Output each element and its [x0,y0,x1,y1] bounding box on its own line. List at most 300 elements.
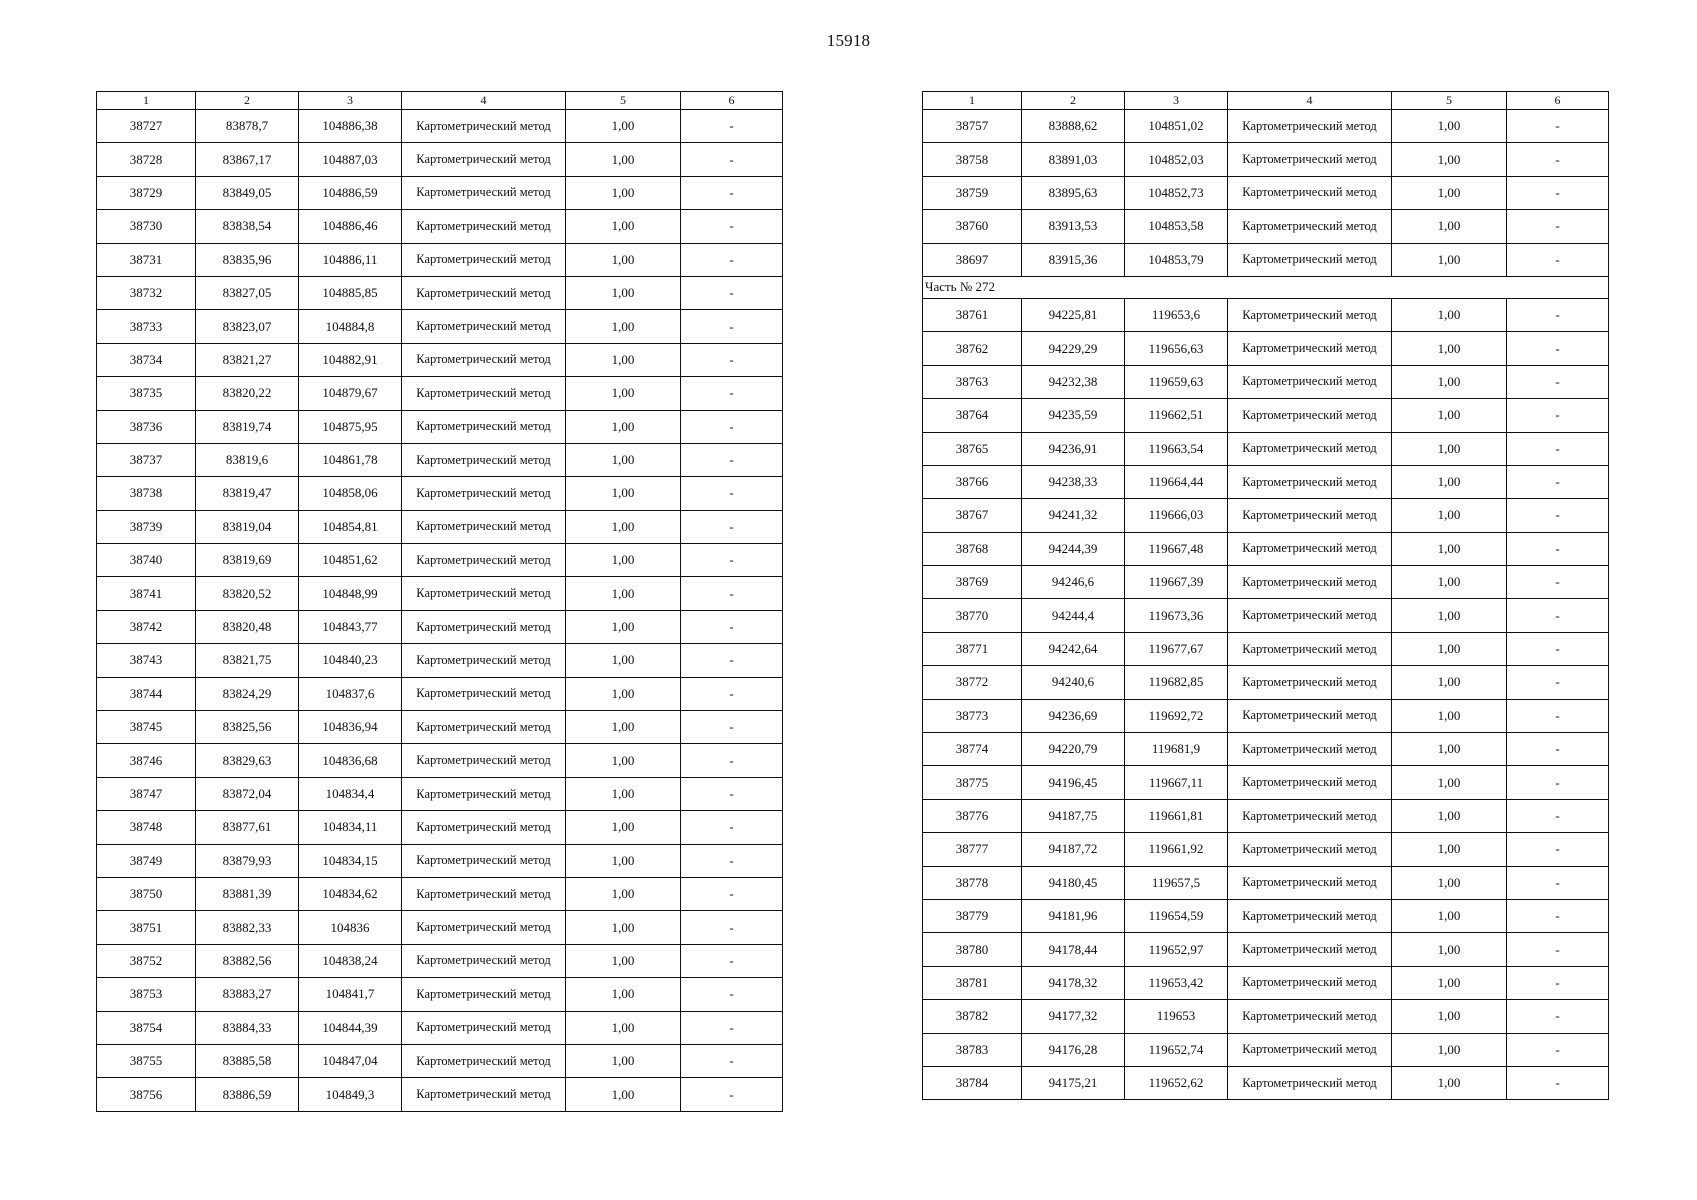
table-row [923,799,1609,832]
accuracy-cell: 1,00 [566,243,681,276]
point-number-cell: 38781 [923,966,1022,999]
table-row [97,911,783,944]
y-coordinate-cell: 104852,03 [1125,143,1228,176]
point-number-cell: 38738 [97,477,196,510]
y-coordinate-cell: 119652,62 [1125,1066,1228,1099]
method-cell: Картометрический метод [1228,110,1392,143]
accuracy-cell: 1,00 [566,377,681,410]
accuracy-cell: 1,00 [1392,566,1507,599]
accuracy-cell: 1,00 [1392,243,1507,276]
point-number-cell: 38751 [97,911,196,944]
y-coordinate-cell: 104837,6 [299,677,402,710]
x-coordinate-cell: 94225,81 [1022,298,1125,331]
point-number-cell: 38729 [97,176,196,209]
description-cell: - [1507,833,1609,866]
y-coordinate-cell: 104851,62 [299,544,402,577]
description-cell: - [681,610,783,643]
table-row [97,510,783,543]
y-coordinate-cell: 119657,5 [1125,866,1228,899]
table-row [97,777,783,810]
table-row [923,332,1609,365]
table-row [97,610,783,643]
accuracy-cell: 1,00 [1392,866,1507,899]
method-cell: Картометрический метод [402,844,566,877]
point-number-cell: 38773 [923,699,1022,732]
method-cell: Картометрический метод [402,544,566,577]
accuracy-cell: 1,00 [1392,532,1507,565]
accuracy-cell: 1,00 [566,477,681,510]
table-row [923,143,1609,176]
description-cell: - [1507,632,1609,665]
point-number-cell: 38697 [923,243,1022,276]
accuracy-cell: 1,00 [1392,933,1507,966]
y-coordinate-cell: 119652,74 [1125,1033,1228,1066]
method-cell: Картометрический метод [402,744,566,777]
description-cell: - [1507,465,1609,498]
description-cell: - [681,443,783,476]
y-coordinate-cell: 104854,81 [299,510,402,543]
table-row [923,866,1609,899]
method-cell: Картометрический метод [402,176,566,209]
table-row [97,343,783,376]
y-coordinate-cell: 119667,11 [1125,766,1228,799]
accuracy-cell: 1,00 [1392,143,1507,176]
table-row [97,877,783,910]
description-cell: - [1507,566,1609,599]
y-coordinate-cell: 104836 [299,911,402,944]
table-row [97,243,783,276]
table-row [923,499,1609,532]
x-coordinate-cell: 83819,04 [196,510,299,543]
accuracy-cell: 1,00 [1392,833,1507,866]
x-coordinate-cell: 94236,91 [1022,432,1125,465]
table-row [923,532,1609,565]
accuracy-cell: 1,00 [566,577,681,610]
method-cell: Картометрический метод [402,143,566,176]
point-number-cell: 38774 [923,733,1022,766]
column-header-4: 4 [402,92,566,110]
point-number-cell: 38762 [923,332,1022,365]
point-number-cell: 38775 [923,766,1022,799]
method-cell: Картометрический метод [402,443,566,476]
y-coordinate-cell: 104848,99 [299,577,402,610]
point-number-cell: 38780 [923,933,1022,966]
point-number-cell: 38748 [97,811,196,844]
x-coordinate-cell: 83820,52 [196,577,299,610]
accuracy-cell: 1,00 [566,677,681,710]
x-coordinate-cell: 83888,62 [1022,110,1125,143]
point-number-cell: 38760 [923,210,1022,243]
accuracy-cell: 1,00 [1392,399,1507,432]
description-cell: - [681,677,783,710]
description-cell: - [681,944,783,977]
accuracy-cell: 1,00 [566,644,681,677]
y-coordinate-cell: 104852,73 [1125,176,1228,209]
accuracy-cell: 1,00 [1392,599,1507,632]
description-cell: - [681,644,783,677]
x-coordinate-cell: 83881,39 [196,877,299,910]
y-coordinate-cell: 104861,78 [299,443,402,476]
method-cell: Картометрический метод [402,276,566,309]
x-coordinate-cell: 94229,29 [1022,332,1125,365]
description-cell: - [1507,766,1609,799]
method-cell: Картометрический метод [402,377,566,410]
table-row [97,310,783,343]
x-coordinate-cell: 83819,47 [196,477,299,510]
table-row [923,1033,1609,1066]
x-coordinate-cell: 83872,04 [196,777,299,810]
accuracy-cell: 1,00 [566,210,681,243]
table-row [923,298,1609,331]
description-cell: - [681,811,783,844]
method-cell: Картометрический метод [1228,332,1392,365]
description-cell: - [681,911,783,944]
accuracy-cell: 1,00 [566,410,681,443]
description-cell: - [1507,332,1609,365]
point-number-cell: 38739 [97,510,196,543]
table-row [923,399,1609,432]
table-row [923,933,1609,966]
column-header-6: 6 [1507,92,1609,110]
description-cell: - [1507,1000,1609,1033]
column-header-1: 1 [97,92,196,110]
table-row [97,577,783,610]
point-number-cell: 38753 [97,978,196,1011]
accuracy-cell: 1,00 [566,777,681,810]
accuracy-cell: 1,00 [566,1011,681,1044]
accuracy-cell: 1,00 [566,844,681,877]
method-cell: Картометрический метод [1228,666,1392,699]
point-number-cell: 38755 [97,1044,196,1077]
accuracy-cell: 1,00 [566,176,681,209]
y-coordinate-cell: 119652,97 [1125,933,1228,966]
description-cell: - [681,510,783,543]
description-cell: - [1507,1033,1609,1066]
y-coordinate-cell: 119654,59 [1125,899,1228,932]
method-cell: Картометрический метод [402,510,566,543]
method-cell: Картометрический метод [402,410,566,443]
table-row [923,899,1609,932]
coordinates-table-left [96,91,783,1112]
x-coordinate-cell: 83867,17 [196,143,299,176]
y-coordinate-cell: 104887,03 [299,143,402,176]
section-heading-row [923,276,1609,298]
method-cell: Картометрический метод [402,644,566,677]
y-coordinate-cell: 104885,85 [299,276,402,309]
description-cell: - [681,477,783,510]
accuracy-cell: 1,00 [566,544,681,577]
y-coordinate-cell: 119692,72 [1125,699,1228,732]
x-coordinate-cell: 94176,28 [1022,1033,1125,1066]
x-coordinate-cell: 83819,69 [196,544,299,577]
point-number-cell: 38779 [923,899,1022,932]
method-cell: Картометрический метод [1228,499,1392,532]
y-coordinate-cell: 104858,06 [299,477,402,510]
table-header-row [97,92,783,110]
point-number-cell: 38747 [97,777,196,810]
method-cell: Картометрический метод [402,811,566,844]
point-number-cell: 38765 [923,432,1022,465]
y-coordinate-cell: 119661,92 [1125,833,1228,866]
y-coordinate-cell: 104851,02 [1125,110,1228,143]
table-row [97,1044,783,1077]
x-coordinate-cell: 83820,48 [196,610,299,643]
table-row [923,1066,1609,1099]
table-row [923,365,1609,398]
table-row [97,544,783,577]
accuracy-cell: 1,00 [566,443,681,476]
point-number-cell: 38732 [97,276,196,309]
accuracy-cell: 1,00 [566,944,681,977]
description-cell: - [1507,699,1609,732]
description-cell: - [1507,365,1609,398]
table-row [97,744,783,777]
accuracy-cell: 1,00 [566,1044,681,1077]
accuracy-cell: 1,00 [1392,110,1507,143]
description-cell: - [681,544,783,577]
section-heading: Часть № 272 [923,276,1609,298]
accuracy-cell: 1,00 [1392,632,1507,665]
y-coordinate-cell: 119681,9 [1125,733,1228,766]
point-number-cell: 38736 [97,410,196,443]
description-cell: - [1507,966,1609,999]
accuracy-cell: 1,00 [1392,176,1507,209]
y-coordinate-cell: 104886,59 [299,176,402,209]
table-row [97,844,783,877]
y-coordinate-cell: 104836,94 [299,711,402,744]
accuracy-cell: 1,00 [1392,699,1507,732]
x-coordinate-cell: 83884,33 [196,1011,299,1044]
x-coordinate-cell: 94178,44 [1022,933,1125,966]
accuracy-cell: 1,00 [1392,666,1507,699]
accuracy-cell: 1,00 [1392,332,1507,365]
x-coordinate-cell: 94181,96 [1022,899,1125,932]
description-cell: - [681,777,783,810]
table-row [97,944,783,977]
x-coordinate-cell: 83891,03 [1022,143,1125,176]
point-number-cell: 38778 [923,866,1022,899]
description-cell: - [1507,599,1609,632]
x-coordinate-cell: 83883,27 [196,978,299,1011]
accuracy-cell: 1,00 [1392,966,1507,999]
accuracy-cell: 1,00 [1392,465,1507,498]
point-number-cell: 38752 [97,944,196,977]
table-row [97,110,783,143]
y-coordinate-cell: 104834,11 [299,811,402,844]
table-row [923,176,1609,209]
y-coordinate-cell: 119673,36 [1125,599,1228,632]
y-coordinate-cell: 104841,7 [299,978,402,1011]
method-cell: Картометрический метод [1228,733,1392,766]
description-cell: - [681,1011,783,1044]
point-number-cell: 38761 [923,298,1022,331]
method-cell: Картометрический метод [402,677,566,710]
point-number-cell: 38741 [97,577,196,610]
description-cell: - [1507,1066,1609,1099]
x-coordinate-cell: 94175,21 [1022,1066,1125,1099]
point-number-cell: 38769 [923,566,1022,599]
method-cell: Картометрический метод [1228,632,1392,665]
method-cell: Картометрический метод [1228,799,1392,832]
method-cell: Картометрический метод [1228,399,1392,432]
method-cell: Картометрический метод [402,877,566,910]
point-number-cell: 38754 [97,1011,196,1044]
description-cell: - [681,1078,783,1111]
method-cell: Картометрический метод [402,711,566,744]
point-number-cell: 38777 [923,833,1022,866]
method-cell: Картометрический метод [402,777,566,810]
accuracy-cell: 1,00 [566,978,681,1011]
accuracy-cell: 1,00 [566,610,681,643]
x-coordinate-cell: 94196,45 [1022,766,1125,799]
x-coordinate-cell: 94240,6 [1022,666,1125,699]
x-coordinate-cell: 94238,33 [1022,465,1125,498]
y-coordinate-cell: 104847,04 [299,1044,402,1077]
method-cell: Картометрический метод [402,610,566,643]
method-cell: Картометрический метод [1228,699,1392,732]
method-cell: Картометрический метод [402,577,566,610]
column-header-6: 6 [681,92,783,110]
description-cell: - [1507,399,1609,432]
accuracy-cell: 1,00 [566,911,681,944]
point-number-cell: 38776 [923,799,1022,832]
y-coordinate-cell: 104844,39 [299,1011,402,1044]
accuracy-cell: 1,00 [1392,210,1507,243]
point-number-cell: 38756 [97,1078,196,1111]
description-cell: - [681,877,783,910]
table-header-row [923,92,1609,110]
table-row [923,243,1609,276]
table-row [923,666,1609,699]
table-row [923,699,1609,732]
method-cell: Картометрический метод [402,944,566,977]
method-cell: Картометрический метод [402,1078,566,1111]
point-number-cell: 38770 [923,599,1022,632]
x-coordinate-cell: 83879,93 [196,844,299,877]
x-coordinate-cell: 83886,59 [196,1078,299,1111]
x-coordinate-cell: 94244,4 [1022,599,1125,632]
description-cell: - [681,276,783,309]
x-coordinate-cell: 94241,32 [1022,499,1125,532]
table-row [97,1078,783,1111]
point-number-cell: 38767 [923,499,1022,532]
method-cell: Картометрический метод [1228,966,1392,999]
y-coordinate-cell: 104838,24 [299,944,402,977]
point-number-cell: 38728 [97,143,196,176]
table-row [97,176,783,209]
method-cell: Картометрический метод [1228,599,1392,632]
method-cell: Картометрический метод [1228,210,1392,243]
x-coordinate-cell: 83915,36 [1022,243,1125,276]
description-cell: - [1507,143,1609,176]
description-cell: - [681,343,783,376]
method-cell: Картометрический метод [1228,465,1392,498]
point-number-cell: 38746 [97,744,196,777]
x-coordinate-cell: 94178,32 [1022,966,1125,999]
x-coordinate-cell: 83823,07 [196,310,299,343]
y-coordinate-cell: 104884,8 [299,310,402,343]
x-coordinate-cell: 83835,96 [196,243,299,276]
description-cell: - [1507,899,1609,932]
y-coordinate-cell: 104879,67 [299,377,402,410]
y-coordinate-cell: 104886,38 [299,110,402,143]
accuracy-cell: 1,00 [566,1078,681,1111]
x-coordinate-cell: 94232,38 [1022,365,1125,398]
table-row [97,811,783,844]
description-cell: - [681,176,783,209]
description-cell: - [681,577,783,610]
method-cell: Картометрический метод [402,1011,566,1044]
column-header-2: 2 [196,92,299,110]
description-cell: - [681,143,783,176]
accuracy-cell: 1,00 [1392,432,1507,465]
description-cell: - [681,744,783,777]
x-coordinate-cell: 94187,72 [1022,833,1125,866]
y-coordinate-cell: 104853,58 [1125,210,1228,243]
point-number-cell: 38744 [97,677,196,710]
table-row [923,1000,1609,1033]
x-coordinate-cell: 83882,56 [196,944,299,977]
accuracy-cell: 1,00 [1392,365,1507,398]
accuracy-cell: 1,00 [566,744,681,777]
y-coordinate-cell: 104882,91 [299,343,402,376]
description-cell: - [681,377,783,410]
point-number-cell: 38737 [97,443,196,476]
column-header-2: 2 [1022,92,1125,110]
x-coordinate-cell: 83895,63 [1022,176,1125,209]
table-row [923,833,1609,866]
method-cell: Картометрический метод [402,110,566,143]
column-header-4: 4 [1228,92,1392,110]
x-coordinate-cell: 83821,75 [196,644,299,677]
y-coordinate-cell: 119653,42 [1125,966,1228,999]
accuracy-cell: 1,00 [566,711,681,744]
point-number-cell: 38749 [97,844,196,877]
x-coordinate-cell: 94180,45 [1022,866,1125,899]
x-coordinate-cell: 83821,27 [196,343,299,376]
coordinates-table-right [922,91,1609,1100]
method-cell: Картометрический метод [402,243,566,276]
description-cell: - [1507,532,1609,565]
method-cell: Картометрический метод [1228,1033,1392,1066]
point-number-cell: 38771 [923,632,1022,665]
table-row [97,443,783,476]
accuracy-cell: 1,00 [1392,799,1507,832]
y-coordinate-cell: 104849,3 [299,1078,402,1111]
table-row [923,766,1609,799]
x-coordinate-cell: 83819,74 [196,410,299,443]
table-body [97,110,783,1112]
method-cell: Картометрический метод [1228,766,1392,799]
description-cell: - [1507,799,1609,832]
method-cell: Картометрический метод [1228,143,1392,176]
point-number-cell: 38750 [97,877,196,910]
point-number-cell: 38735 [97,377,196,410]
column-header-5: 5 [566,92,681,110]
table-row [923,210,1609,243]
x-coordinate-cell: 83913,53 [1022,210,1125,243]
point-number-cell: 38766 [923,465,1022,498]
point-number-cell: 38733 [97,310,196,343]
accuracy-cell: 1,00 [1392,899,1507,932]
description-cell: - [1507,866,1609,899]
description-cell: - [1507,176,1609,209]
accuracy-cell: 1,00 [1392,1066,1507,1099]
method-cell: Картометрический метод [1228,933,1392,966]
x-coordinate-cell: 83877,61 [196,811,299,844]
description-cell: - [1507,666,1609,699]
table-row [97,644,783,677]
